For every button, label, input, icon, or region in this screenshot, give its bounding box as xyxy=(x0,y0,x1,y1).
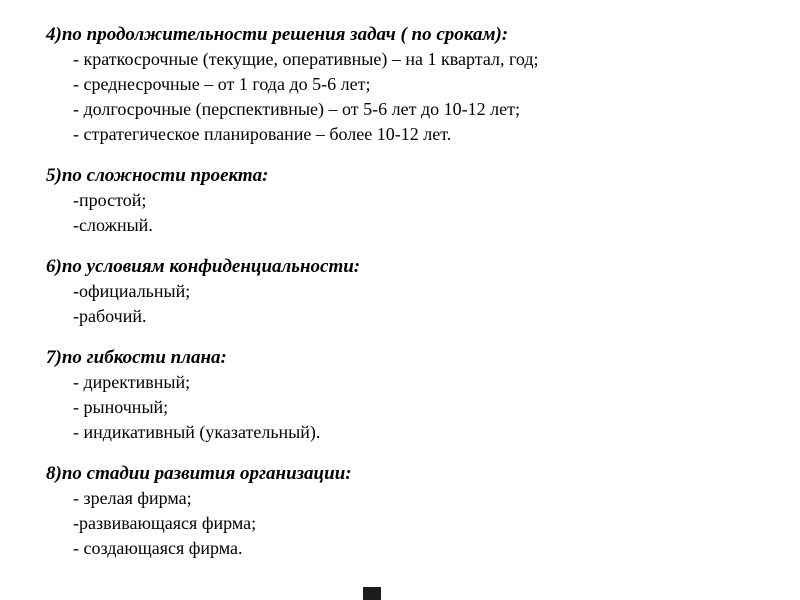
list-item: - среднесрочные – от 1 года до 5-6 лет; xyxy=(73,74,371,94)
section-heading: 4)по продолжительности решения задач ( по срокам): xyxy=(46,24,509,45)
section-org-stage xyxy=(0,461,800,561)
section-heading: 5)по сложности проекта: xyxy=(46,165,269,186)
section-heading: 8)по стадии развития организации: xyxy=(46,463,352,484)
slide-footer-marker xyxy=(363,587,381,600)
list-item: - долгосрочные (перспективные) – от 5-6 лет до 10-12 лет; xyxy=(73,99,520,119)
list-item: - стратегическое планирование – более 10-12 лет. xyxy=(73,124,452,144)
section-duration xyxy=(0,22,800,147)
list-item: -простой; xyxy=(73,190,147,210)
section-heading: 6)по условиям конфиденциальности: xyxy=(46,256,361,277)
section-heading: 7)по гибкости плана: xyxy=(46,347,227,368)
list-item: -сложный. xyxy=(73,215,153,235)
section-confidentiality xyxy=(0,254,800,329)
section-flexibility xyxy=(0,345,800,445)
list-item: -развивающаяся фирма; xyxy=(73,513,257,533)
list-item: -официальный; xyxy=(73,281,191,301)
section-complexity xyxy=(0,163,800,238)
list-item: - зрелая фирма; xyxy=(73,488,192,508)
list-item: - индикативный (указательный). xyxy=(73,422,321,442)
list-item: - создающаяся фирма. xyxy=(73,538,243,558)
list-item: - рыночный; xyxy=(73,397,169,417)
list-item: - краткосрочные (текущие, оперативные) – на 1 квартал, год; xyxy=(73,49,539,69)
list-item: -рабочий. xyxy=(73,306,147,326)
list-item: - директивный; xyxy=(73,372,191,392)
